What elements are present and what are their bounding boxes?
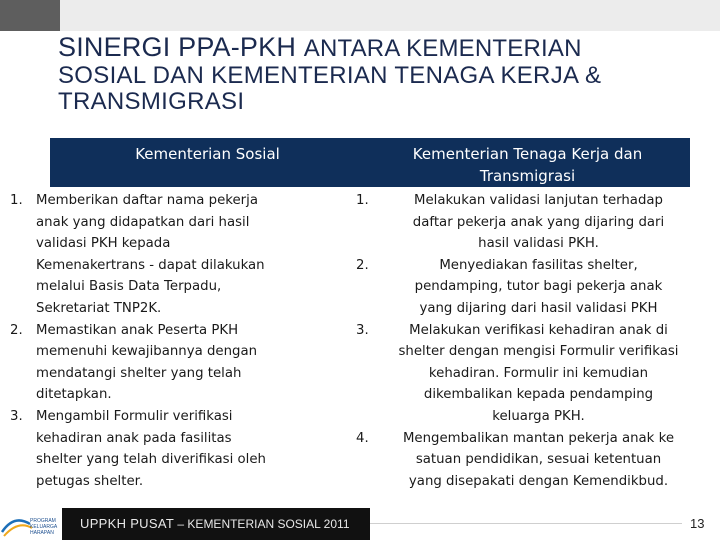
pkh-logo (0, 506, 60, 540)
list-item-line: mendatangi shelter yang telah (36, 365, 242, 381)
list-item-line: shelter dengan mengisi Formulir verifikasi (398, 344, 679, 360)
list-item-line: validasi PKH kepada (36, 236, 171, 252)
list-item-line: Memberikan daftar nama pekerja (36, 193, 258, 208)
list-item (350, 428, 695, 493)
top-bar (0, 0, 720, 31)
list-item-line: yang dijaring dari hasil validasi PKH (419, 300, 658, 316)
list-item-line: Menyediakan fasilitas shelter, (439, 257, 638, 273)
footer-org: UPPKH PUSAT (80, 516, 175, 531)
list-item-text (36, 320, 344, 406)
list-item-text (382, 320, 695, 428)
right-column-list (350, 190, 695, 492)
title-part1-rest: ANTARA KEMENTERIAN (303, 35, 582, 62)
title-line3: TRANSMIGRASI (58, 88, 245, 115)
logo-text: PROGRAM (30, 518, 56, 524)
footer-divider (370, 523, 682, 524)
right-header-line2: Transmigrasi (479, 167, 576, 185)
list-item-line: dikembalikan kepada pendamping (423, 387, 654, 403)
title-part1: SINERGI PPA-PKH (58, 32, 297, 62)
right-column-header (365, 138, 690, 187)
list-item (350, 255, 695, 320)
list-item-line: Kemenakertrans - dapat dilakukan (36, 257, 265, 273)
left-column-header (50, 138, 365, 187)
list-item-line: kehadiran. Formulir ini kemudian (428, 365, 649, 381)
list-item-line: satuan pendidikan, sesuai ketentuan (415, 452, 662, 468)
left-header-text: Kementerian Sosial (135, 145, 280, 163)
list-item-number: 1. (356, 193, 369, 208)
list-item-line: Mengembalikan mantan pekerja anak ke (402, 430, 675, 446)
list-item-line: keluarga PKH. (492, 408, 585, 424)
list-item-number: 3. (10, 408, 23, 424)
list-item-line: melalui Basis Data Terpadu, (36, 279, 222, 295)
list-item-line: anak yang didapatkan dari hasil (36, 214, 250, 230)
right-header-line1: Kementerian Tenaga Kerja dan (412, 145, 643, 163)
list-item-number: 3. (356, 322, 369, 338)
title-line2: SOSIAL DAN KEMENTERIAN TENAGA KERJA & (58, 62, 602, 89)
list-item-line: Melakukan verifikasi kehadiran anak di (409, 322, 668, 338)
list-item-text (382, 255, 695, 320)
list-item-line: Sekretariat TNP2K. (36, 300, 162, 316)
left_items-ordered-list (4, 190, 344, 492)
left-column-list (4, 190, 344, 492)
list-item-line: memenuhi kewajibannya dengan (36, 344, 258, 360)
list-item-line: kehadiran anak pada fasilitas (36, 430, 232, 446)
list-item-line: Mengambil Formulir verifikasi (36, 408, 233, 424)
list-item-line: Memastikan anak Peserta PKH (36, 322, 239, 338)
list-item (350, 320, 695, 428)
logo-text3: HARAPAN (30, 530, 54, 536)
logo-swoosh2-icon (4, 525, 32, 536)
slide-title (58, 34, 708, 114)
list-item-line: Melakukan validasi lanjutan terhadap (414, 193, 663, 208)
list-item-line: pendamping, tutor bagi pekerja anak (414, 279, 663, 295)
list-item (4, 190, 344, 320)
page-number: 13 (690, 516, 705, 531)
list-item (350, 190, 695, 255)
footer-dept: – KEMENTERIAN SOSIAL 2011 (177, 517, 350, 531)
list-item-text (382, 190, 695, 255)
list-item-line: yang disepakati dengan Kemendikbud. (408, 473, 669, 489)
list-item-number: 1. (10, 193, 23, 208)
list-item-line: shelter yang telah diverifikasi oleh (36, 452, 266, 468)
list-item-line: ditetapkan. (36, 387, 112, 403)
list-item-number: 2. (10, 322, 23, 338)
list-item-text (382, 428, 695, 493)
top-bar-accent (0, 0, 60, 31)
list-item-line: petugas shelter. (36, 473, 144, 489)
list-item (4, 320, 344, 406)
footer-bar (62, 508, 370, 540)
list-item (4, 406, 344, 492)
list-item-text (36, 406, 344, 492)
list-item-number: 4. (356, 430, 369, 446)
list-item-line: daftar pekerja anak yang dijaring dari (412, 214, 665, 230)
right_items-ordered-list (350, 190, 695, 492)
list-item-text (36, 190, 344, 320)
list-item-number: 2. (356, 257, 369, 273)
logo-text2: KELUARGA (30, 524, 58, 530)
list-item-line: hasil validasi PKH. (478, 236, 599, 252)
